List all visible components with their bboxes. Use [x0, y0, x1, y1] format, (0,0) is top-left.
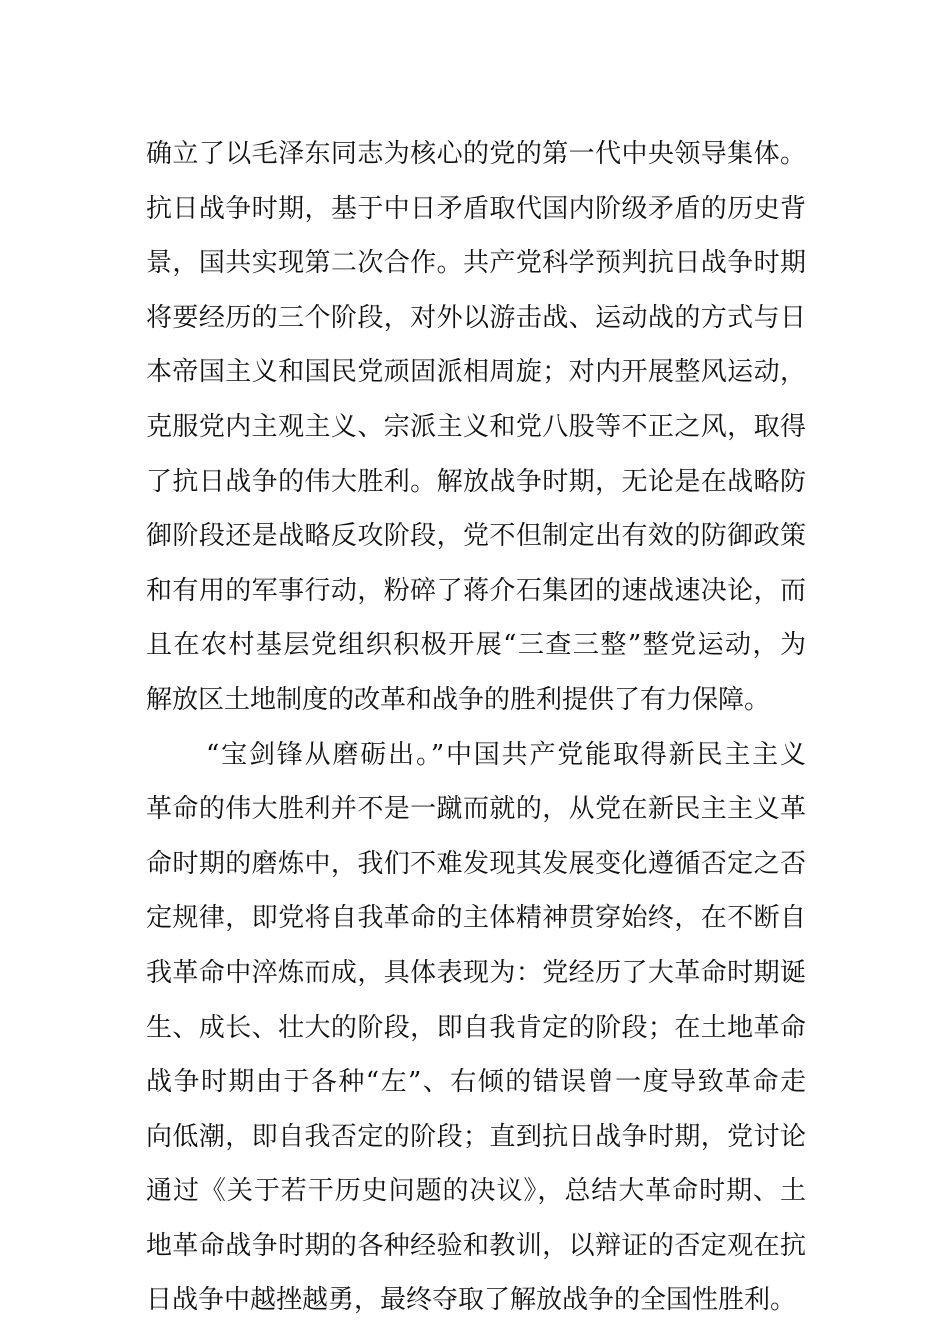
- text-line: 定规律，即党将自我革命的主体精神贯穿始终，在不断自: [146, 903, 806, 934]
- text-line: 和有用的军事行动，粉碎了蒋介石集团的速战速决论，而: [146, 575, 806, 606]
- text-line: 克服党内主观主义、宗派主义和党八股等不正之风，取得: [146, 411, 806, 442]
- text-line: 将要经历的三个阶段，对外以游击战、运动战的方式与日: [146, 302, 806, 333]
- text-line: 日战争中越挫越勇，最终夺取了解放战争的全国性胜利。: [146, 1285, 797, 1316]
- text-line: 抗日战争时期，基于中日矛盾取代国内阶级矛盾的历史背: [146, 193, 806, 224]
- text-line: 战争时期由于各种“左”、右倾的错误曾一度导致革命走: [146, 1067, 806, 1098]
- text-line: 我革命中淬炼而成，具体表现为：党经历了大革命时期诞: [146, 957, 806, 988]
- text-line: 解放区土地制度的改革和战争的胜利提供了有力保障。: [146, 684, 771, 715]
- body-text: [146, 127, 806, 1328]
- paragraph-2: [146, 728, 806, 1329]
- text-line: 革命的伟大胜利并不是一蹴而就的，从党在新民主主义革: [146, 794, 806, 825]
- text-line: 确立了以毛泽东同志为核心的党的第一代中央领导集体。: [146, 139, 806, 169]
- text-line: 生、成长、壮大的阶段，即自我肯定的阶段；在土地革命: [146, 1012, 806, 1043]
- text-line: 向低潮，即自我否定的阶段；直到抗日战争时期，党讨论: [146, 1121, 806, 1152]
- text-line: 景，国共实现第二次合作。共产党科学预判抗日战争时期: [146, 248, 806, 279]
- paragraph-1: [146, 127, 806, 728]
- text-line: 本帝国主义和国民党顽固派相周旋；对内开展整风运动，: [146, 357, 806, 388]
- text-line: 命时期的磨炼中，我们不难发现其发展变化遵循否定之否: [146, 848, 806, 879]
- text-line: 通过《关于若干历史问题的决议》，总结大革命时期、土: [146, 1176, 806, 1207]
- text-line: 了抗日战争的伟大胜利。解放战争时期，无论是在战略防: [146, 466, 806, 497]
- text-line: 且在农村基层党组织积极开展“三查三整”整党运动，为: [146, 630, 806, 661]
- text-line: “宝剑锋从磨砺出。”中国共产党能取得新民主主义: [206, 739, 806, 770]
- text-line: 地革命战争时期的各种经验和教训，以辩证的否定观在抗: [146, 1230, 806, 1261]
- text-line: 御阶段还是战略反攻阶段，党不但制定出有效的防御政策: [146, 521, 806, 552]
